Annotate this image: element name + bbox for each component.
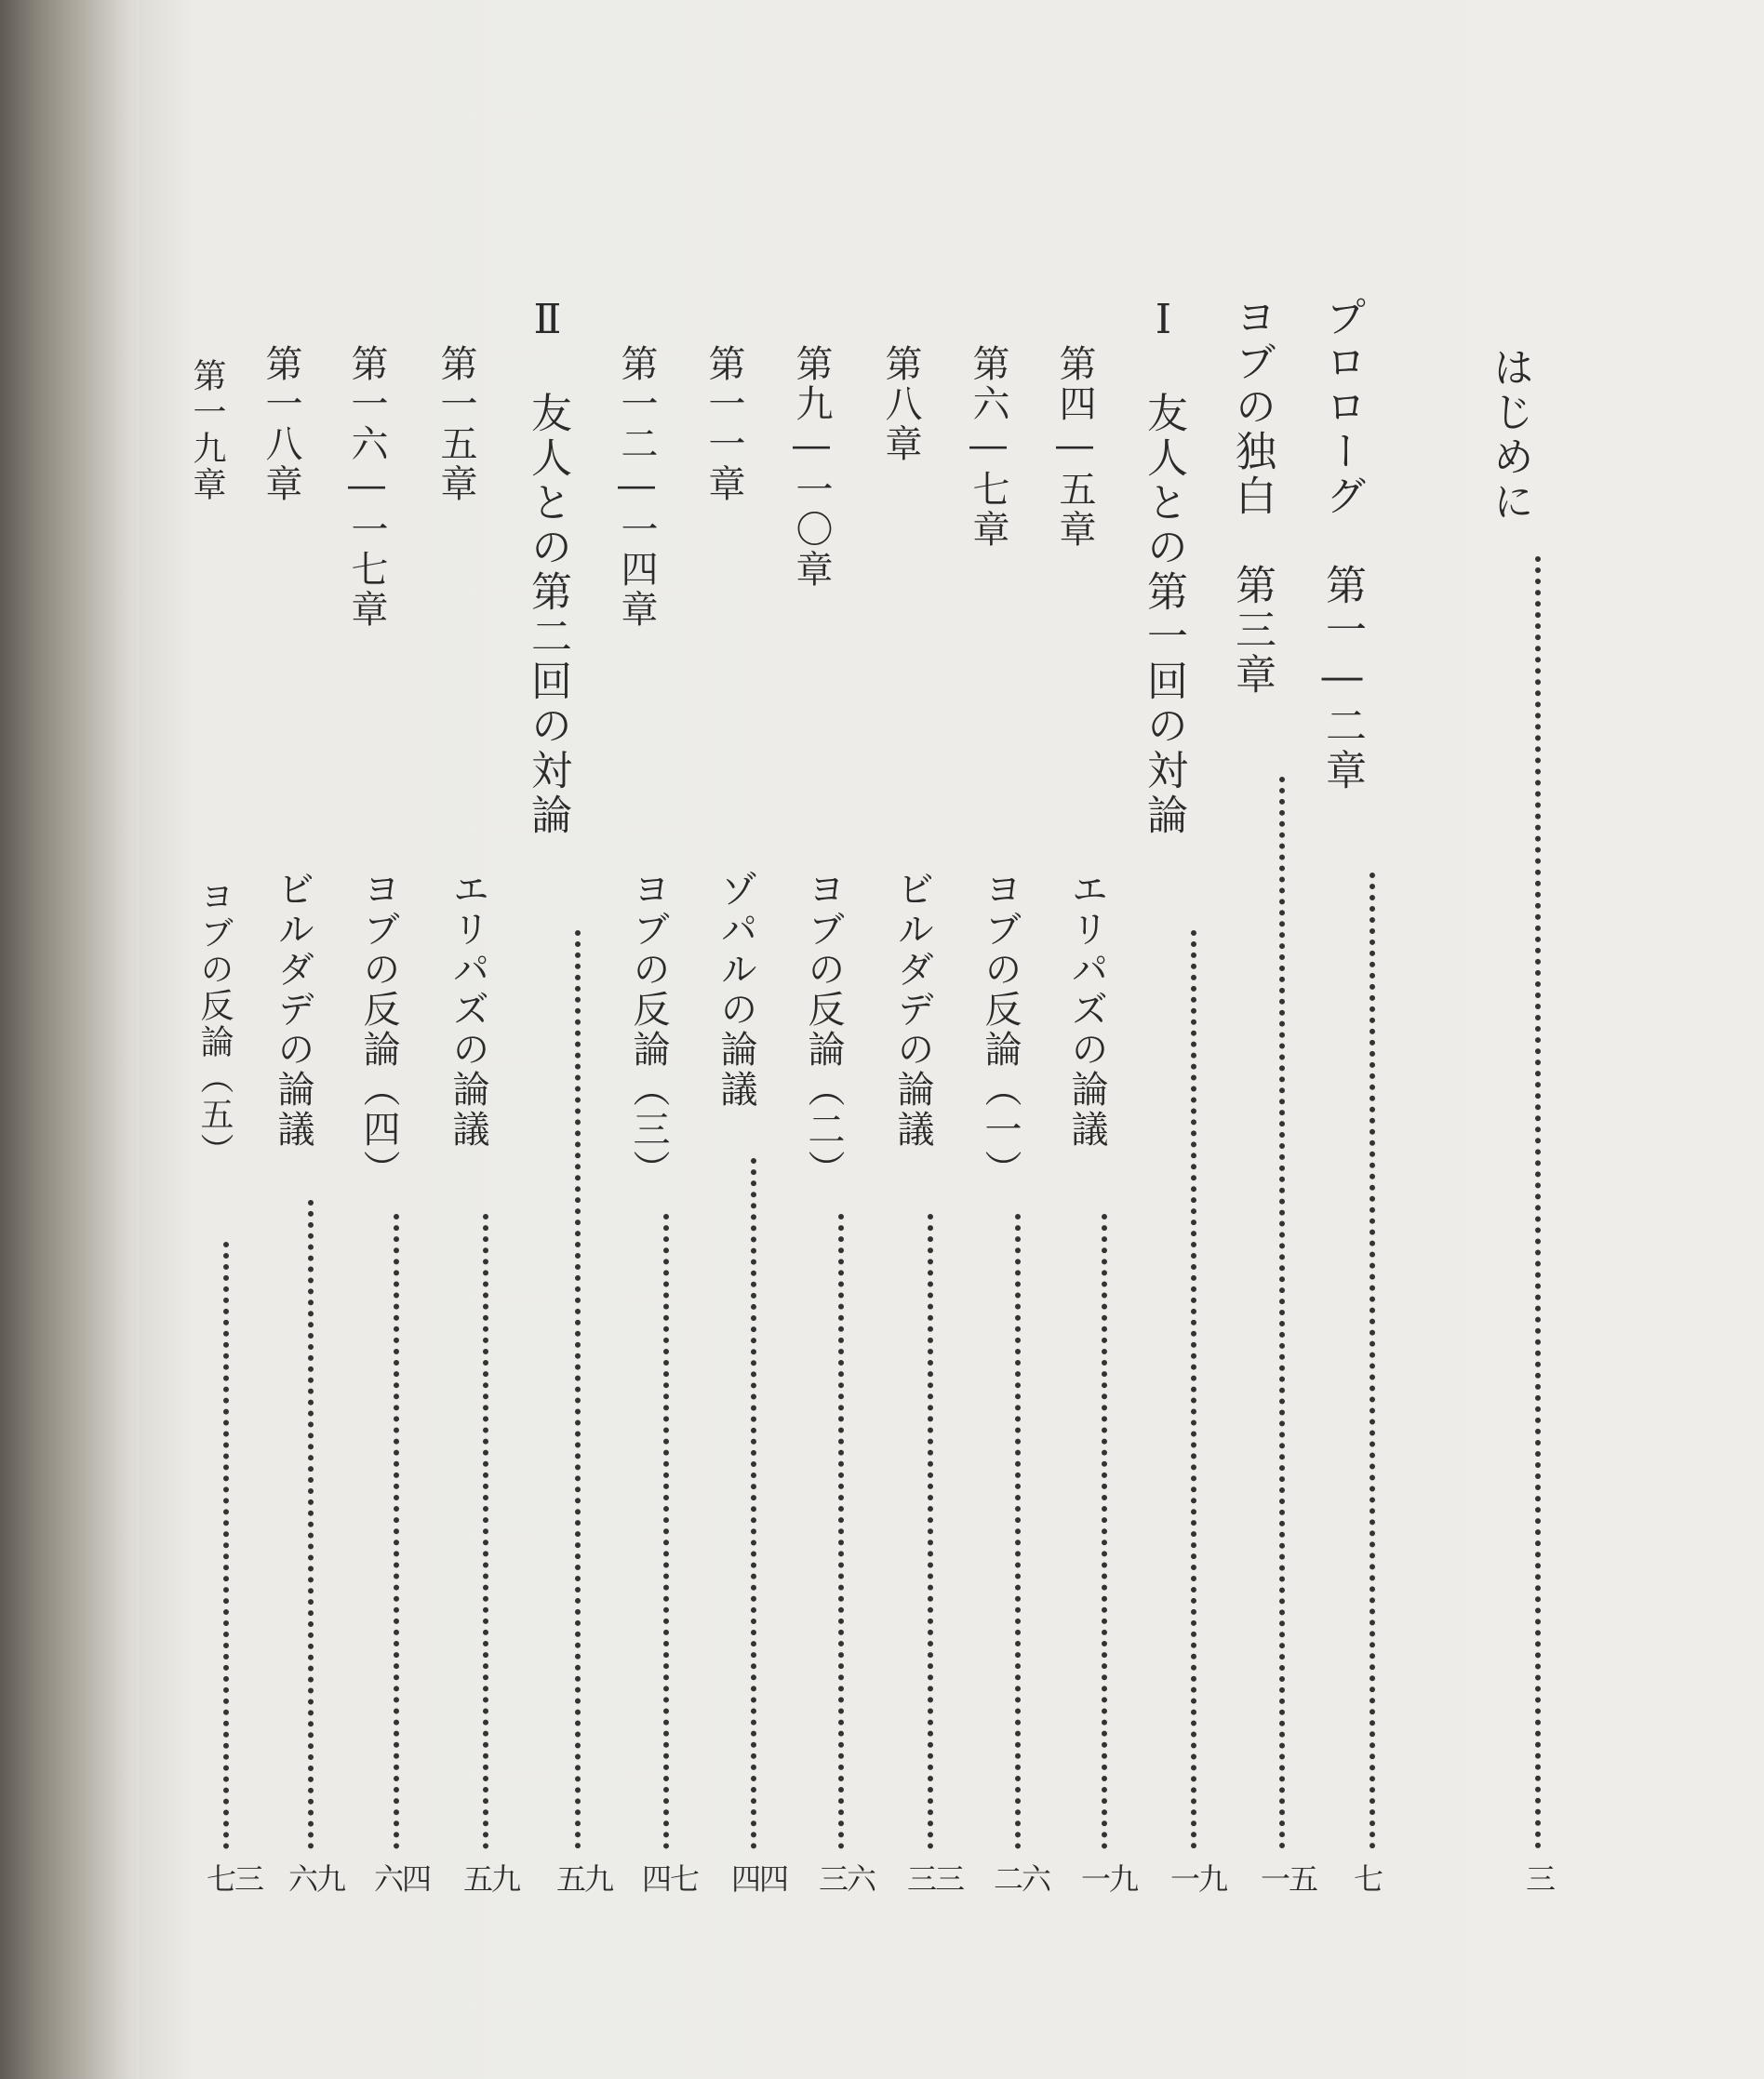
toc-entry-monologue-title: ヨブの独白 第三章 [1228,296,1276,698]
toc-leader-intro [1535,556,1541,1849]
toc-page-chapter-11: 四四 [731,1861,788,1897]
toc-leader-chapter-19 [223,1242,229,1849]
toc-chapter-6-7-sub: ヨブの反論（一） [979,870,1022,1190]
toc-chapter-6-7: 第六―七章 [967,344,1009,550]
toc-leader-chapter-15 [483,1214,488,1849]
toc-entry-intro-title: はじめに [1486,346,1533,525]
toc-chapter-18: 第一八章 [260,344,302,504]
toc-chapter-15-sub: エリパズの論議 [447,870,489,1150]
book-gutter-shadow [0,0,149,2079]
toc-chapter-11: 第一一章 [702,344,745,504]
toc-page-prologue: 七 [1354,1861,1383,1897]
toc-page-chapter-9-10: 三六 [819,1861,875,1897]
toc-chapter-9-10: 第九―一〇章 [790,344,833,590]
toc-leader-chapter-6-7 [1015,1214,1021,1849]
toc-leader-chapter-11 [751,1158,756,1849]
toc-leader-prologue [1370,873,1375,1849]
toc-page-chapter-19: 七三 [207,1861,263,1897]
toc-chapter-16-17-sub: ヨブの反論（四） [357,870,400,1190]
toc-chapter-4-5: 第四―五章 [1053,344,1096,550]
toc-chapter-16-17: 第一六―一七章 [345,344,388,630]
toc-page-chapter-15: 五九 [463,1861,520,1897]
toc-chapter-19-sub: ヨブの反論（五） [195,879,234,1169]
toc-chapter-12-14: 第一二―一四章 [615,344,658,630]
toc-page-part-2: 五九 [556,1861,613,1897]
toc-part-1-title: Ⅰ 友人との第一回の対論 [1140,296,1187,838]
toc-page-chapter-8: 三三 [907,1861,964,1897]
toc-leader-chapter-8 [928,1214,933,1849]
toc-leader-chapter-9-10 [838,1214,844,1849]
toc-leader-part-1 [1191,930,1196,1849]
toc-chapter-8-sub: ビルダデの論議 [891,870,934,1150]
toc-leader-chapter-12-14 [663,1214,669,1849]
toc-chapter-9-10-sub: ヨブの反論（二） [802,870,845,1190]
toc-chapter-4-5-sub: エリパズの論議 [1065,870,1108,1150]
toc-page-monologue: 一五 [1261,1861,1317,1897]
toc-page-chapter-12-14: 四七 [642,1861,699,1897]
toc-chapter-11-sub: ゾパルの論議 [715,870,757,1110]
toc-leader-chapter-16-17 [394,1214,399,1849]
toc-leader-chapter-4-5 [1102,1214,1107,1849]
toc-page-chapter-16-17: 六四 [374,1861,431,1897]
toc-leader-chapter-18 [308,1200,314,1849]
toc-page-chapter-18: 六九 [288,1861,345,1897]
toc-leader-part-2 [575,930,581,1849]
toc-chapter-18-sub: ビルダデの論議 [272,870,314,1150]
toc-chapter-15: 第一五章 [434,344,477,504]
toc-leader-monologue [1279,777,1285,1849]
toc-page-intro: 三 [1526,1861,1555,1897]
toc-page-chapter-4-5: 一九 [1081,1861,1138,1897]
toc-page-chapter-6-7: 二六 [994,1861,1050,1897]
toc-chapter-8: 第八章 [879,344,922,464]
toc-part-2-title: Ⅱ 友人との第二回の対論 [524,296,571,838]
toc-entry-prologue-title: プロローグ 第一―二章 [1318,296,1366,793]
toc-page-part-1: 一九 [1170,1861,1227,1897]
toc-chapter-12-14-sub: ヨブの反論（三） [627,870,670,1190]
toc-chapter-19: 第一九章 [188,358,226,503]
